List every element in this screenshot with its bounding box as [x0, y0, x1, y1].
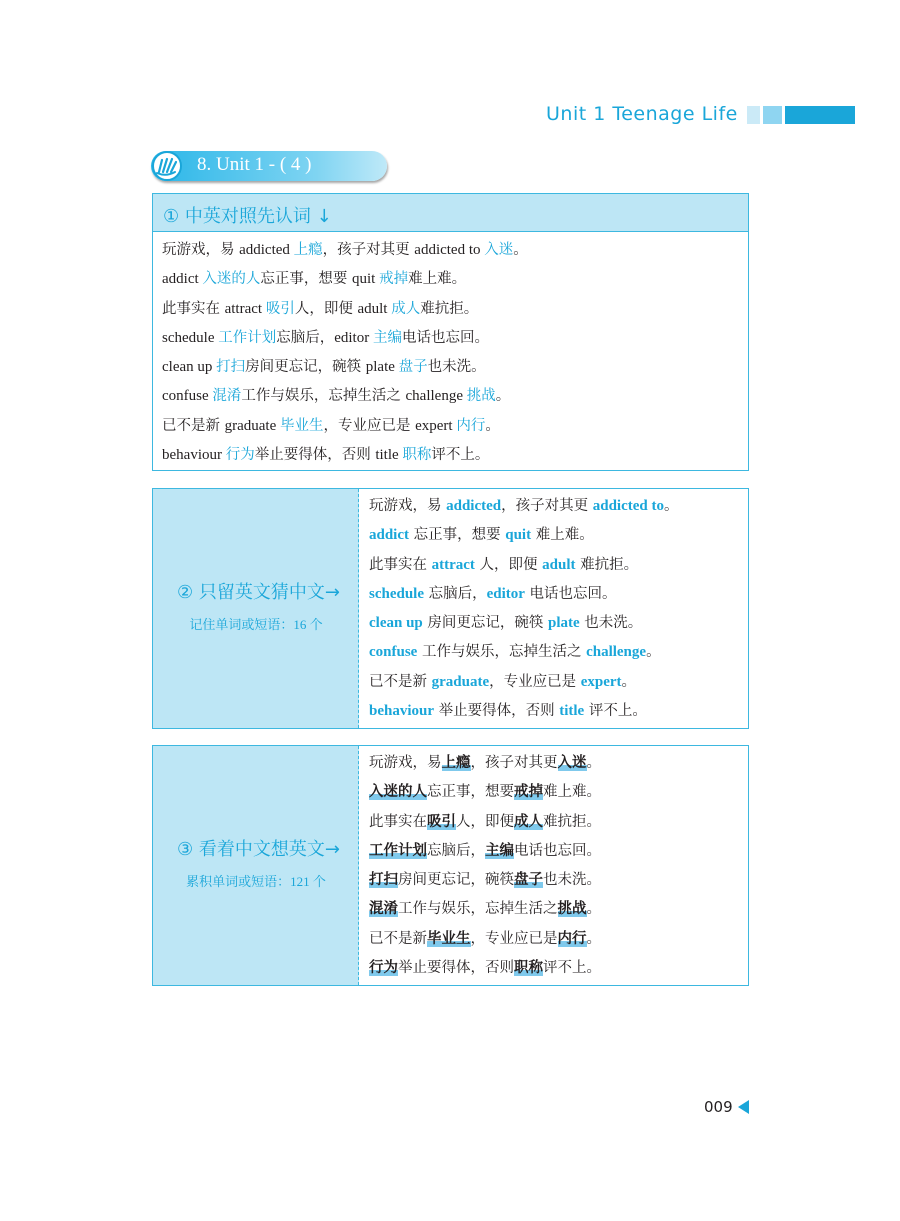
box2-subtitle: 记住单词或短语：16 个 — [189, 617, 323, 632]
section-badge — [151, 151, 387, 181]
text-segment: 。 — [646, 644, 661, 661]
text-segment: 房间更忘记，碗筷 — [422, 615, 548, 632]
text-segment: 。 — [586, 755, 601, 771]
running-head — [540, 102, 860, 128]
text-segment: ，孩子对其更 — [470, 755, 558, 771]
text-line — [369, 895, 601, 924]
text-segment: 已不是新 — [162, 417, 225, 434]
box3-subtitle: 累积单词或短语：121 个 — [186, 874, 326, 889]
text-segment: 职称 — [514, 960, 543, 977]
text-line — [162, 441, 748, 470]
text-segment: 打扫 — [369, 872, 398, 889]
text-line — [369, 808, 601, 837]
box2-title: ② 只留英文猜中文→ — [177, 582, 340, 603]
text-segment: editor — [334, 329, 373, 346]
text-segment: title — [375, 447, 403, 464]
text-segment: 混淆 — [369, 901, 398, 918]
text-line — [162, 353, 748, 382]
text-segment: confuse — [369, 644, 418, 661]
text-segment: 行为 — [225, 447, 255, 464]
text-segment: clean up — [369, 615, 423, 632]
box3-title: ③ 看着中文想英文→ — [177, 839, 340, 860]
text-segment: 难上难。 — [543, 784, 601, 801]
text-segment: ，专业应已是 — [323, 417, 416, 434]
text-line — [369, 521, 678, 550]
text-segment: adult — [357, 300, 392, 317]
text-segment: 毕业生 — [427, 930, 471, 947]
text-segment: 也未洗。 — [579, 615, 643, 632]
text-segment: 戒掉 — [514, 784, 543, 801]
text-line — [162, 265, 748, 294]
vocab-box-bilingual — [152, 193, 749, 471]
text-segment: 已不是新 — [369, 673, 432, 690]
text-segment: schedule — [369, 585, 425, 602]
text-line — [369, 492, 678, 521]
text-segment: 人，即便 — [456, 813, 514, 830]
text-line — [162, 324, 748, 353]
text-segment: schedule — [162, 329, 219, 346]
text-segment: 工作计划 — [369, 842, 427, 859]
text-segment: challenge — [586, 644, 647, 661]
text-line — [369, 668, 678, 697]
running-head-bar — [747, 106, 760, 124]
text-segment: 成人 — [514, 813, 543, 830]
vocab-box-english-only — [152, 488, 749, 729]
text-segment: addicted — [446, 498, 502, 514]
text-segment: adult — [542, 556, 576, 573]
text-segment: 。 — [586, 901, 601, 918]
text-segment: 人，即便 — [474, 556, 543, 573]
text-segment: 入迷的人 — [369, 784, 427, 801]
text-line — [369, 609, 678, 638]
text-segment: 入迷 — [557, 755, 587, 771]
running-head-bar — [763, 106, 782, 124]
text-segment: 也未洗。 — [543, 872, 601, 889]
text-segment: 忘脑后， — [427, 842, 485, 859]
text-segment: addicted to — [592, 498, 664, 514]
running-head-bar — [785, 106, 855, 124]
text-line — [369, 697, 678, 726]
text-segment: 上瘾 — [293, 242, 323, 258]
text-segment: 工作与娱乐，忘掉生活之 — [241, 388, 406, 405]
text-segment: 忘正事，想要 — [260, 271, 353, 288]
text-line — [162, 295, 748, 324]
text-segment: 评不上。 — [584, 703, 647, 720]
text-segment: confuse — [162, 388, 213, 405]
text-segment: 玩游戏，易 — [369, 498, 447, 514]
text-segment: graduate — [224, 417, 280, 434]
text-segment: 挑战 — [466, 388, 496, 405]
text-segment: 。 — [513, 242, 528, 258]
box3-left-panel — [153, 746, 359, 985]
section-title: 8. Unit 1 - ( 4 ) — [197, 154, 312, 175]
text-segment: plate — [547, 615, 580, 632]
text-segment: 电话也忘回。 — [524, 585, 617, 602]
text-segment: 吸引 — [427, 813, 456, 830]
text-segment: addicted to — [414, 242, 485, 258]
text-segment: 毕业生 — [280, 417, 324, 434]
text-segment: 戒掉 — [379, 271, 409, 288]
text-segment: addicted — [239, 242, 294, 258]
text-segment: 职称 — [402, 447, 432, 464]
text-segment: behaviour — [162, 447, 226, 464]
text-segment: 难抗拒。 — [543, 813, 601, 830]
box3-right-panel — [369, 749, 601, 983]
text-segment: expert — [415, 417, 457, 434]
text-line — [369, 866, 601, 895]
text-segment: 忘正事，想要 — [427, 784, 514, 801]
text-segment: quit — [352, 271, 380, 288]
text-segment: 。 — [663, 498, 679, 514]
text-segment: 内行 — [557, 930, 587, 947]
text-segment: 此事实在 — [162, 300, 225, 317]
text-segment: 打扫 — [216, 359, 246, 376]
text-line — [369, 551, 678, 580]
text-segment: 盘子 — [398, 359, 428, 376]
text-segment: 玩游戏，易 — [162, 242, 240, 258]
text-line — [369, 580, 678, 609]
pencil-hand-icon — [151, 151, 183, 181]
text-segment: 。 — [621, 673, 637, 690]
text-segment: 盘子 — [514, 872, 543, 889]
text-segment: 房间更忘记，碗筷 — [398, 872, 514, 889]
text-segment: 举止要得体，否则 — [254, 447, 376, 464]
text-segment: 主编 — [372, 329, 402, 346]
text-line — [369, 749, 601, 778]
text-segment: 难抗拒。 — [420, 300, 479, 317]
running-head-bars — [747, 106, 858, 124]
text-segment: editor — [486, 585, 525, 602]
box1-header: ① 中英对照先认词 ↓ — [153, 194, 748, 232]
text-segment: 难上难。 — [531, 527, 594, 544]
text-segment: 玩游戏，易 — [369, 755, 442, 771]
text-segment: ，专业应已是 — [489, 673, 581, 690]
text-line — [369, 954, 601, 983]
vocab-box-chinese-only — [152, 745, 749, 986]
text-line — [369, 837, 601, 866]
text-segment: behaviour — [369, 703, 435, 720]
text-segment: challenge — [405, 388, 467, 405]
box1-body — [153, 232, 748, 470]
text-segment: 。 — [495, 388, 511, 405]
text-segment: expert — [580, 673, 622, 690]
text-segment: attract — [431, 556, 475, 573]
text-segment: 挑战 — [557, 901, 587, 918]
box2-left-panel — [153, 489, 359, 728]
text-line — [369, 778, 601, 807]
page-marker-triangle-icon — [738, 1100, 749, 1114]
text-segment: quit — [505, 527, 532, 544]
text-segment: 评不上。 — [431, 447, 490, 464]
text-line — [162, 412, 748, 441]
box2-right-panel — [369, 492, 678, 726]
text-segment: 难上难。 — [408, 271, 467, 288]
text-segment: 成人 — [391, 300, 421, 317]
text-segment: addict — [369, 527, 410, 544]
text-segment: 工作计划 — [218, 329, 277, 346]
text-segment: 已不是新 — [369, 930, 427, 947]
text-segment: 行为 — [369, 960, 398, 977]
text-segment: 忘脑后， — [424, 585, 487, 602]
text-segment: 举止要得体，否则 — [434, 703, 560, 720]
text-segment: 电话也忘回。 — [514, 842, 601, 859]
text-segment: plate — [365, 359, 399, 376]
text-segment: 也未洗。 — [427, 359, 486, 376]
text-segment: 混淆 — [212, 388, 242, 405]
text-segment: 。 — [485, 417, 500, 434]
text-segment: 主编 — [485, 842, 514, 859]
page-number: 009 — [704, 1098, 733, 1116]
text-segment: ，专业应已是 — [470, 930, 558, 947]
text-segment: 人，即便 — [294, 300, 358, 317]
text-segment: 内行 — [456, 417, 486, 434]
text-segment: title — [559, 703, 585, 720]
text-segment: attract — [224, 300, 266, 317]
text-line — [369, 925, 601, 954]
text-segment: 忘正事，想要 — [409, 527, 506, 544]
text-line — [162, 382, 748, 411]
text-segment: ，孩子对其更 — [322, 242, 415, 258]
text-line — [369, 638, 678, 667]
text-segment: 电话也忘回。 — [401, 329, 489, 346]
text-segment: 举止要得体，否则 — [398, 960, 514, 977]
text-segment: 房间更忘记，碗筷 — [245, 359, 366, 376]
running-head-title: Unit 1 Teenage Life — [546, 103, 738, 125]
text-segment: 入迷 — [484, 242, 514, 258]
text-segment: 忘脑后， — [276, 329, 335, 346]
text-segment: 此事实在 — [369, 813, 427, 830]
text-segment: ，孩子对其更 — [501, 498, 593, 514]
text-segment: 上瘾 — [441, 755, 471, 771]
text-line — [162, 236, 748, 265]
text-segment: addict — [162, 271, 203, 288]
text-segment: 。 — [586, 930, 601, 947]
text-segment: 评不上。 — [543, 960, 601, 977]
text-segment: clean up — [162, 359, 217, 376]
text-segment: graduate — [431, 673, 490, 690]
text-segment: 难抗拒。 — [575, 556, 639, 573]
text-segment: 吸引 — [265, 300, 295, 317]
text-segment: 此事实在 — [369, 556, 432, 573]
text-segment: 入迷的人 — [202, 271, 261, 288]
text-segment: 工作与娱乐，忘掉生活之 — [417, 644, 587, 661]
text-segment: 工作与娱乐，忘掉生活之 — [398, 901, 558, 918]
